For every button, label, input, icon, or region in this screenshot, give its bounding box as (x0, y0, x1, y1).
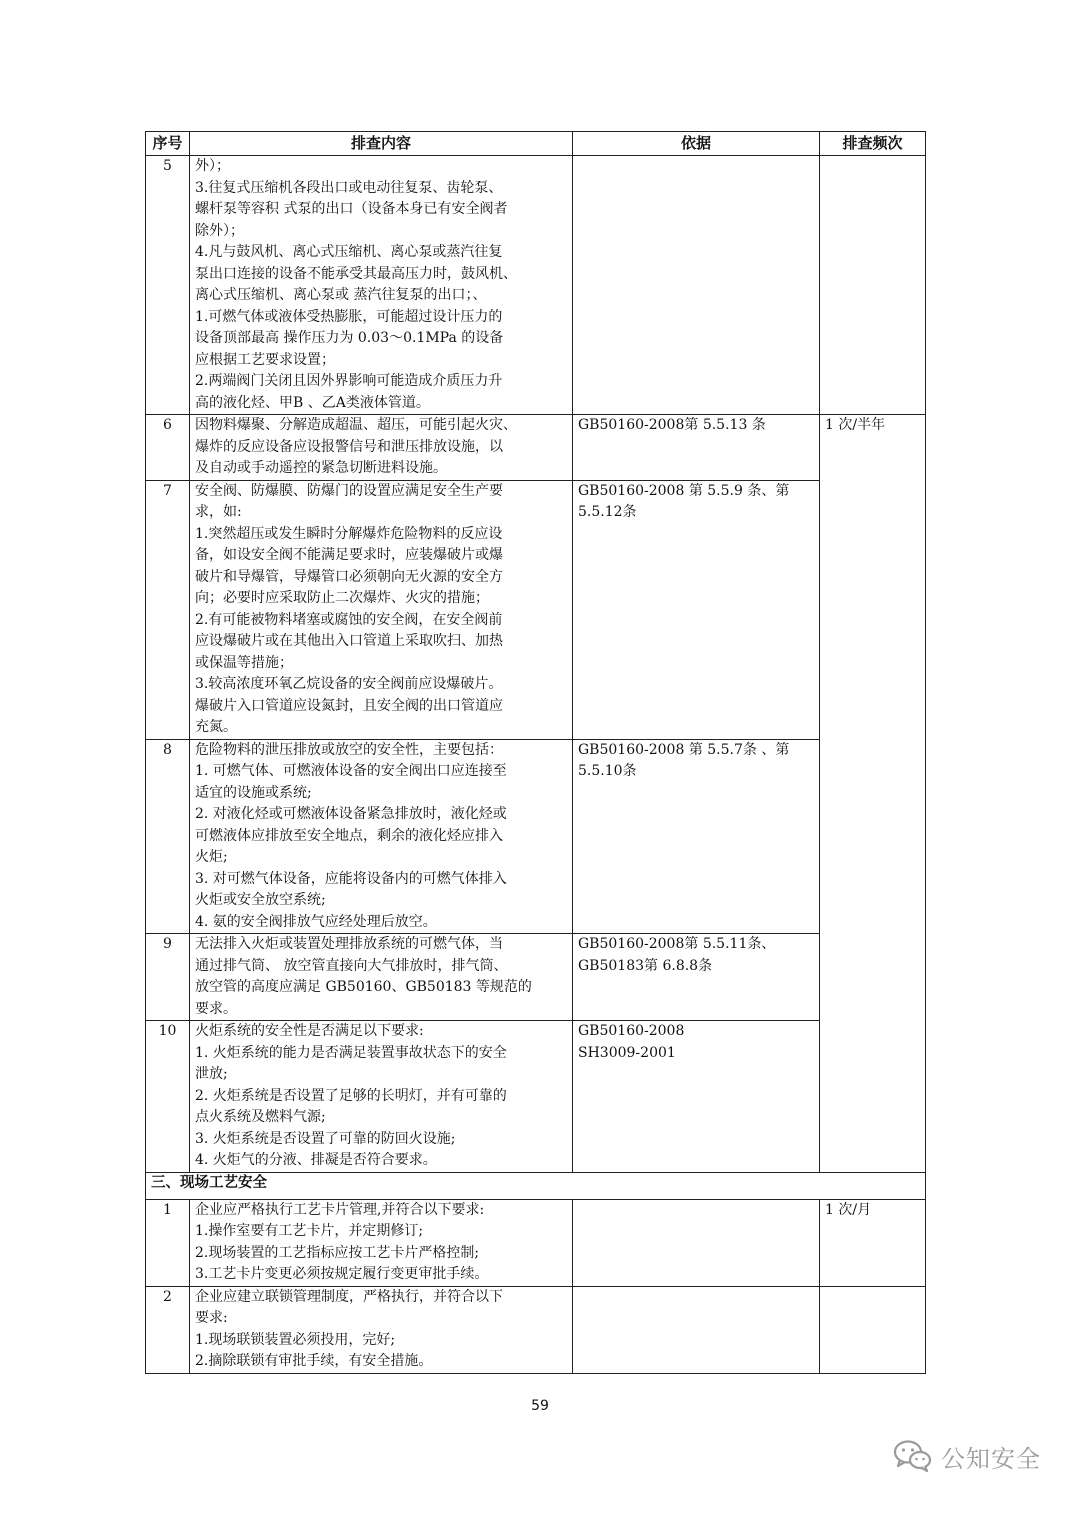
row-content (190, 1286, 573, 1373)
text-line: 螺杆泵等容积 式泵的出口（设备本身已有安全阀者 (195, 201, 508, 217)
text-line: 泄放; (195, 1066, 228, 1082)
text-line: 4.凡与鼓风机、离心式压缩机、离心泵或蒸汽往复 (195, 244, 503, 260)
row-basis (573, 156, 820, 415)
text-line: GB50183第 6.8.8条 (578, 957, 713, 974)
table-row (146, 1286, 926, 1373)
text-line: 放空管的高度应满足 GB50160、GB50183 等规范的 (195, 979, 532, 995)
row-basis (573, 739, 820, 934)
row-basis (573, 480, 820, 739)
row-number: 7 (146, 480, 190, 739)
table-row (146, 1199, 926, 1286)
table-row (146, 480, 926, 739)
row-frequency (820, 156, 926, 415)
row-number: 5 (146, 156, 190, 415)
text-line: 3. 火炬系统是否设置了可靠的防回火设施; (195, 1130, 456, 1147)
text-line: 3.工艺卡片变更必须按规定履行变更审批手续。 (195, 1266, 489, 1282)
section-row (146, 1172, 926, 1199)
text-line: GB50160-2008 (578, 1023, 685, 1039)
text-line: 3.往复式压缩机各段出口或电动往复泵、齿轮泵、 (195, 179, 503, 196)
header-basis: 依据 (573, 132, 820, 156)
table-row (146, 934, 926, 1021)
text-line: 1.突然超压或发生瞬时分解爆炸危险物料的反应设 (195, 525, 503, 542)
text-line: 2.有可能被物料堵塞或腐蚀的安全阀，在安全阀前 (195, 611, 503, 628)
text-line: 可燃液体应排放至安全地点，剩余的液化烃应排入 (195, 827, 503, 844)
text-line: 向；必要时应采取防止二次爆炸、火灾的措施； (195, 590, 489, 606)
text-line: 除外）； (195, 222, 244, 239)
text-line: GB50160-2008第 5.5.13 条 (578, 417, 766, 433)
text-line: 应根据工艺要求设置； (195, 351, 335, 368)
text-line: 爆破片入口管道应设氮封，且安全阀的出口管道应 (195, 697, 503, 714)
text-line: 5.5.12条 (578, 504, 637, 520)
row-content (190, 934, 573, 1021)
text-line: 高的液化烃、甲B 、乙A类液体管道。 (195, 394, 430, 411)
header-no: 序号 (146, 132, 190, 156)
text-line: 4. 氨的安全阀排放气应经处理后放空。 (195, 913, 437, 930)
row-content (190, 1199, 573, 1286)
text-line: 或保温等措施； (195, 654, 293, 671)
text-line: 危险物料的泄压排放或放空的安全性，主要包括： (195, 741, 503, 758)
text-line: 充氮。 (195, 719, 237, 735)
text-line: 2. 火炬系统是否设置了足够的长明灯，并有可靠的 (195, 1087, 507, 1104)
text-line: 泵出口连接的设备不能承受其最高压力时，鼓风机、 (195, 265, 517, 282)
row-content (190, 480, 573, 739)
text-line: 2.现场装置的工艺指标应按工艺卡片严格控制; (195, 1244, 480, 1261)
row-basis (573, 934, 820, 1021)
text-line: 安全阀、防爆膜、防爆门的设置应满足安全生产要 (195, 482, 503, 499)
text-line: 1.可燃气体或液体受热膨胀，可能超过设计压力的 (195, 308, 503, 325)
text-line: 备，如设安全阀不能满足要求时，应装爆破片或爆 (195, 547, 503, 563)
text-line: 4. 火炬气的分液、排凝是否符合要求。 (195, 1152, 437, 1168)
text-line: 2.两端阀门关闭且因外界影响可能造成介质压力升 (195, 373, 503, 389)
text-line: 破片和导爆管，导爆管口必须朝向无火源的安全方 (195, 568, 503, 585)
text-line: 1. 火炬系统的能力是否满足装置事故状态下的安全 (195, 1044, 507, 1061)
header-content: 排查内容 (190, 132, 573, 156)
table-row (146, 156, 926, 415)
text-line: 1.操作室要有工艺卡片，并定期修订; (195, 1223, 424, 1239)
inspection-table (145, 131, 926, 1374)
text-line: GB50160-2008第 5.5.11条、 (578, 936, 776, 952)
section-title: 三、现场工艺安全 (146, 1172, 926, 1199)
row-content (190, 415, 573, 481)
text-line: 火炬; (195, 849, 228, 865)
text-line: 3.较高浓度环氧乙烷设备的安全阀前应设爆破片。 (195, 676, 503, 692)
text-line: 3. 对可燃气体设备，应能将设备内的可燃气体排入 (195, 870, 507, 887)
text-line: 要求: (195, 1310, 228, 1326)
text-line: 因物料爆聚、分解造成超温、超压，可能引起火灾、 (195, 417, 517, 433)
row-number: 9 (146, 934, 190, 1021)
text-line: SH3009-2001 (578, 1044, 676, 1061)
table-row (146, 739, 926, 934)
text-line: 点火系统及燃料气源; (195, 1109, 326, 1125)
row-basis (573, 1021, 820, 1173)
text-line: 设备顶部最高 操作压力为 0.03～0.1MPa 的设备 (195, 330, 504, 346)
text-line: 火炬或安全放空系统; (195, 892, 326, 908)
table-row (146, 415, 926, 481)
row-frequency (820, 1286, 926, 1373)
watermark-text: 公知安全 (941, 1444, 1041, 1473)
text-line: 2. 对液化烃或可燃液体设备紧急排放时，液化烃或 (195, 806, 507, 822)
text-line: 1. 可燃气体、可燃液体设备的安全阀出口应连接至 (195, 763, 507, 779)
table-row (146, 1021, 926, 1173)
row-number: 6 (146, 415, 190, 481)
text-line: 火炬系统的安全性是否满足以下要求: (195, 1023, 424, 1039)
row-content (190, 156, 573, 415)
text-line: GB50160-2008 第 5.5.9 条、第 (578, 482, 790, 499)
page-number: 59 (531, 1398, 549, 1414)
text-line: 2.摘除联锁有审批手续，有安全措施。 (195, 1353, 433, 1369)
row-number: 1 (146, 1199, 190, 1286)
row-frequency: 1 次/半年 (820, 415, 926, 1173)
row-number: 8 (146, 739, 190, 934)
text-line: 离心式压缩机、离心泵或 蒸汽往复泵的出口；、 (195, 287, 487, 303)
row-content (190, 1021, 573, 1173)
row-basis (573, 1286, 820, 1373)
text-line: GB50160-2008 第 5.5.7条 、第 (578, 741, 790, 758)
row-frequency: 1 次/月 (820, 1199, 926, 1286)
text-line: 无法排入火炬或装置处理排放系统的可燃气体，当 (195, 936, 503, 952)
text-line: 企业应建立联锁管理制度，严格执行，并符合以下 (195, 1288, 503, 1305)
text-line: 适宜的设施或系统; (195, 784, 312, 801)
text-line: 企业应严格执行工艺卡片管理,并符合以下要求: (195, 1201, 485, 1218)
text-line: 通过排气筒、 放空管直接向大气排放时，排气筒、 (195, 957, 508, 974)
header-frequency: 排查频次 (820, 132, 926, 156)
text-line: 5.5.10条 (578, 763, 637, 779)
header-row (146, 132, 926, 156)
text-line: 及自动或手动遥控的紧急切断进料设施。 (195, 460, 447, 476)
text-line: 1.现场联锁装置必须投用，完好; (195, 1331, 396, 1348)
text-line: 求，如: (195, 504, 242, 520)
text-line: 外）； (195, 158, 230, 174)
text-line: 要求。 (195, 1000, 237, 1017)
row-number: 2 (146, 1286, 190, 1373)
row-number: 10 (146, 1021, 190, 1173)
wechat-logo-icon (893, 1439, 933, 1473)
row-basis (573, 1199, 820, 1286)
watermark (893, 1432, 1041, 1480)
text-line: 应设爆破片或在其他出入口管道上采取吹扫、加热 (195, 633, 503, 649)
row-basis (573, 415, 820, 481)
text-line: 爆炸的反应设备应设报警信号和泄压排放设施，以 (195, 438, 503, 455)
row-content (190, 739, 573, 934)
